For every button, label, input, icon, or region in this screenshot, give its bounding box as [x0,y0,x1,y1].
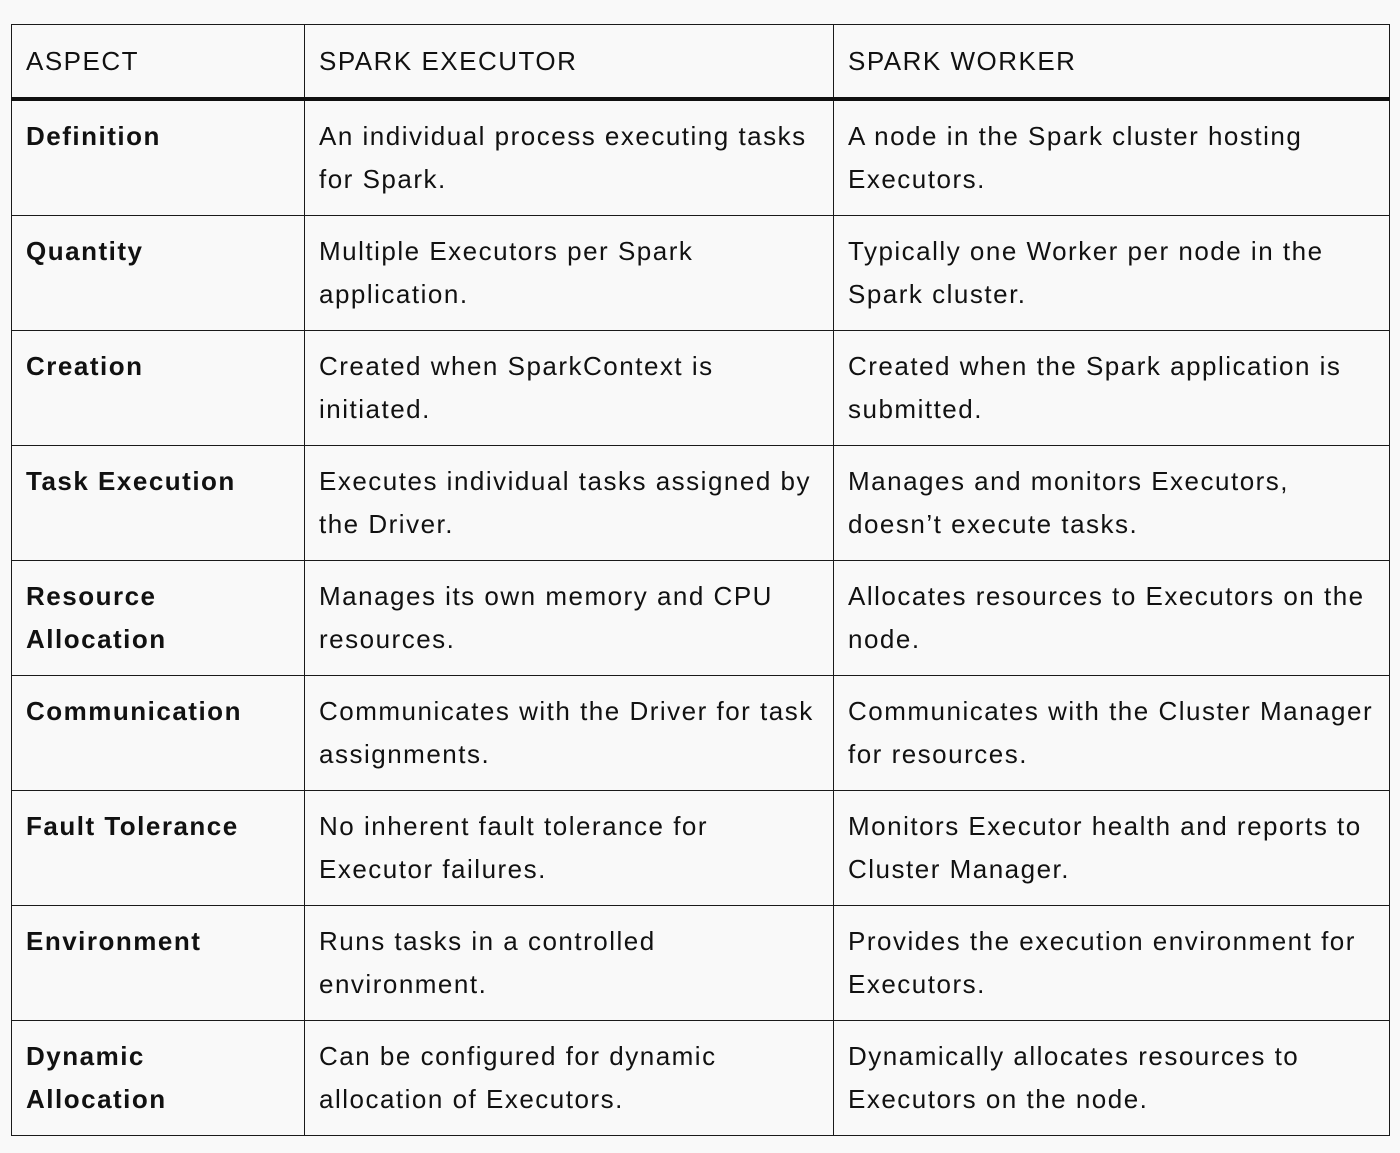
row-executor-cell: Created when SparkContext is initiated. [305,331,834,446]
row-executor-cell: Manages its own memory and CPU resources. [305,561,834,676]
table-row [12,791,1390,906]
header-spark-worker: SPARK WORKER [834,25,1390,100]
row-aspect-cell: Task Execution [12,446,305,561]
row-aspect-cell: Fault Tolerance [12,791,305,906]
row-aspect-cell: Dynamic Allocation [12,1021,305,1136]
row-worker-cell: Dynamically allocates resources to Executors on the node. [834,1021,1390,1136]
table-row [12,99,1390,216]
row-worker-cell: Created when the Spark application is submitted. [834,331,1390,446]
row-worker-cell: Typically one Worker per node in the Spark cluster. [834,216,1390,331]
row-worker-cell: Communicates with the Cluster Manager for resources. [834,676,1390,791]
row-aspect-cell: Resource Allocation [12,561,305,676]
table-row [12,906,1390,1021]
table-row [12,561,1390,676]
header-spark-executor: SPARK EXECUTOR [305,25,834,100]
row-executor-cell: No inherent fault tolerance for Executor failures. [305,791,834,906]
row-aspect-cell: Creation [12,331,305,446]
comparison-table [11,24,1390,1136]
row-worker-cell: Manages and monitors Executors, doesn’t execute tasks. [834,446,1390,561]
row-executor-cell: Communicates with the Driver for task assignments. [305,676,834,791]
table-row [12,216,1390,331]
table-row [12,1021,1390,1136]
table-body [12,99,1390,1136]
row-executor-cell: Runs tasks in a controlled environment. [305,906,834,1021]
table-header [12,25,1390,100]
row-executor-cell: Can be configured for dynamic allocation of Executors. [305,1021,834,1136]
row-worker-cell: A node in the Spark cluster hosting Executors. [834,99,1390,216]
row-executor-cell: An individual process executing tasks for Spark. [305,99,834,216]
row-worker-cell: Monitors Executor health and reports to Cluster Manager. [834,791,1390,906]
table-row [12,331,1390,446]
row-aspect-cell: Environment [12,906,305,1021]
row-aspect-cell: Communication [12,676,305,791]
row-executor-cell: Multiple Executors per Spark application. [305,216,834,331]
row-worker-cell: Provides the execution environment for Executors. [834,906,1390,1021]
table-row [12,676,1390,791]
row-executor-cell: Executes individual tasks assigned by the Driver. [305,446,834,561]
header-aspect: ASPECT [12,25,305,100]
row-aspect-cell: Quantity [12,216,305,331]
table-row [12,446,1390,561]
row-aspect-cell: Definition [12,99,305,216]
row-worker-cell: Allocates resources to Executors on the node. [834,561,1390,676]
header-row [12,25,1390,100]
